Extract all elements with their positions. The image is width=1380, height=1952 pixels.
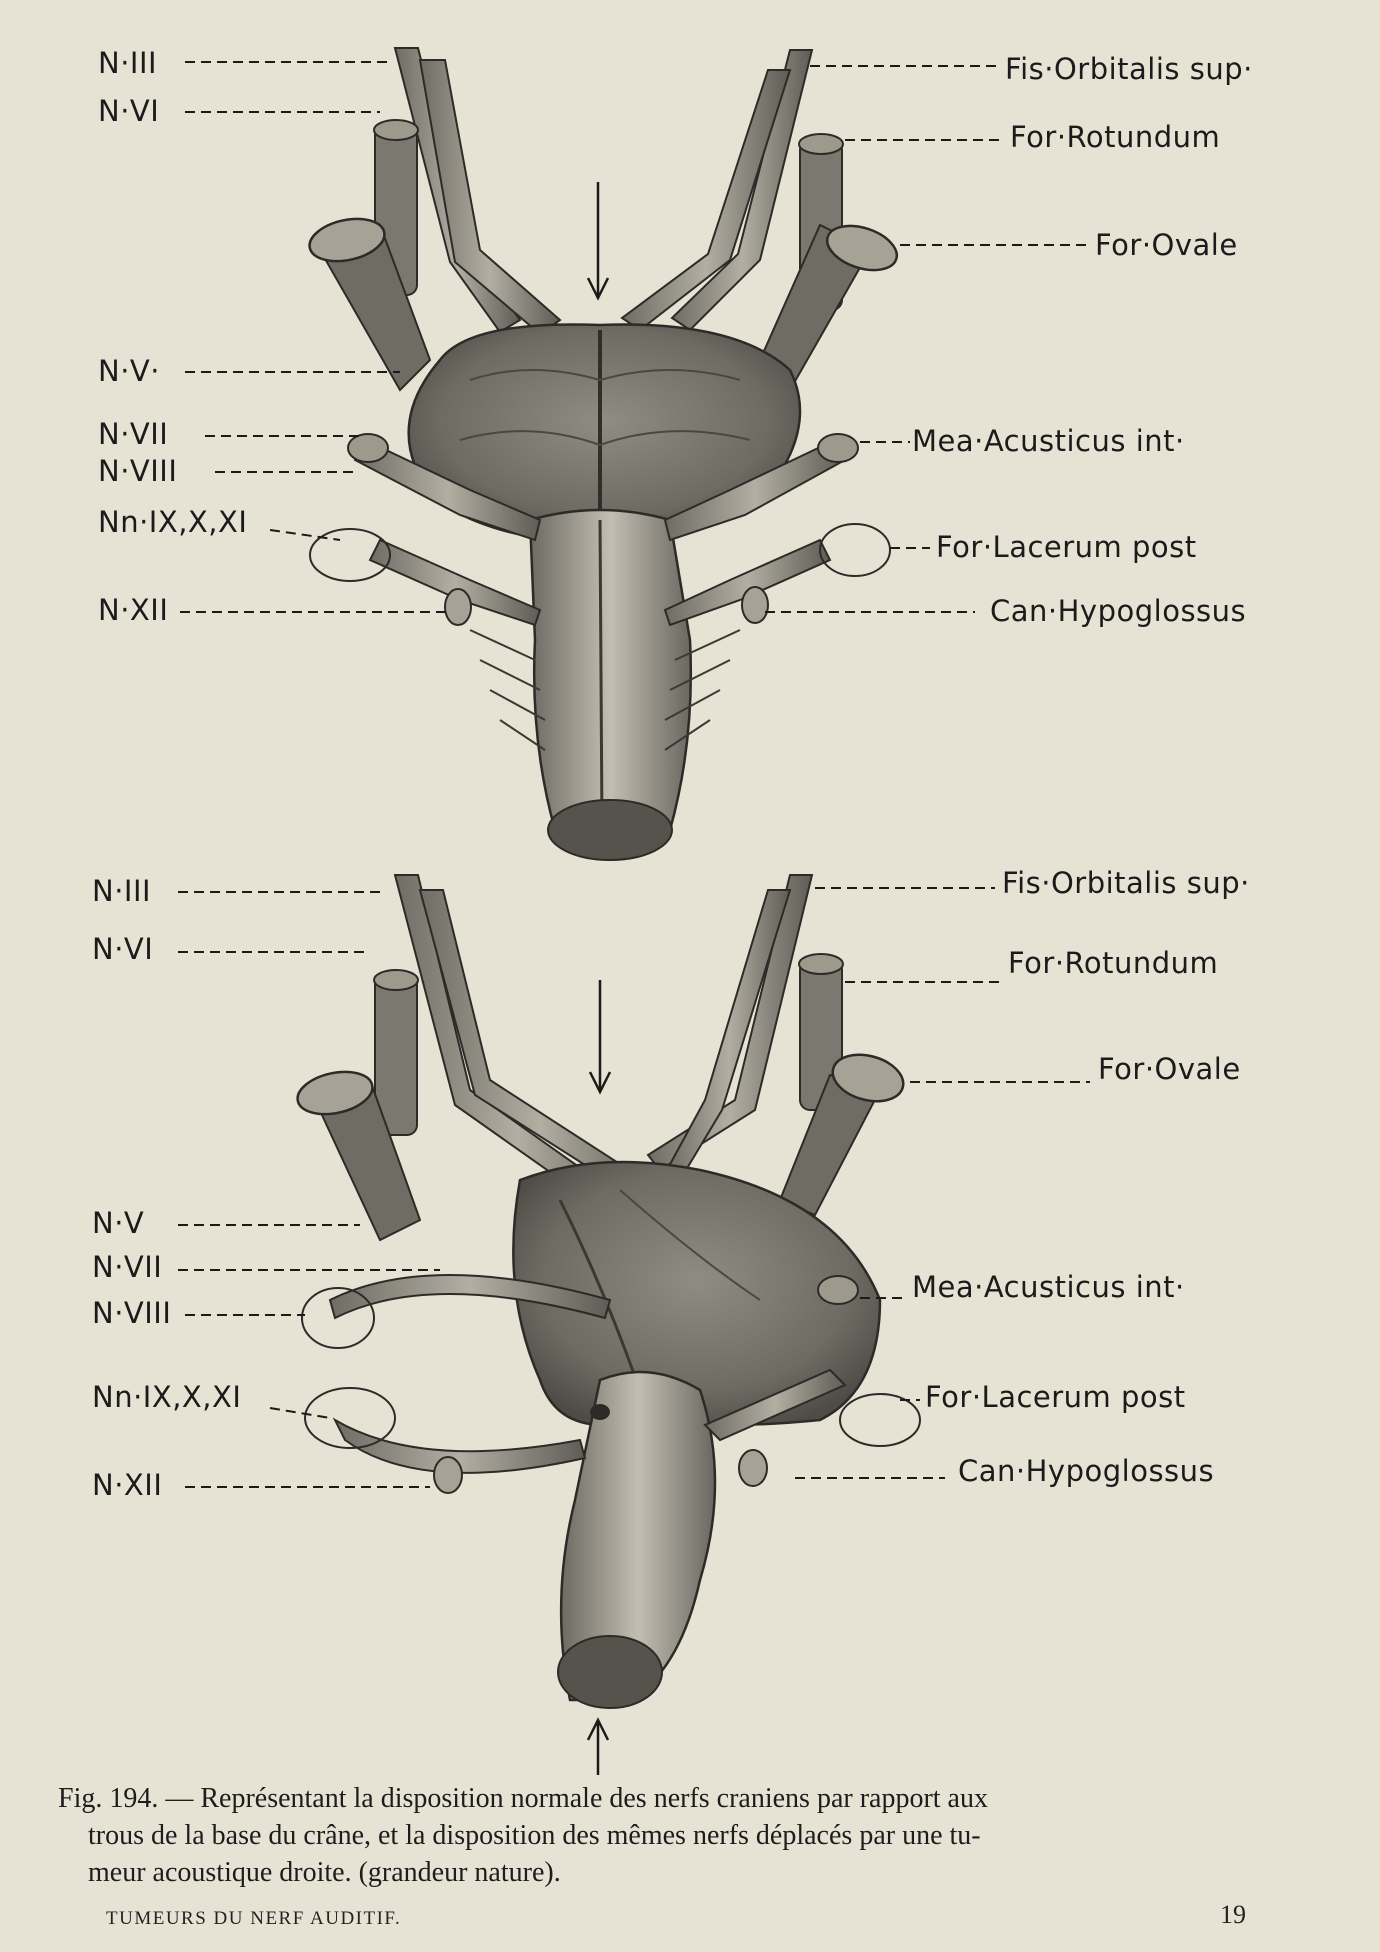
label-mea-acusticus-bottom: Mea·Acusticus int·: [912, 1270, 1185, 1304]
label-n-iii-top: N·III: [98, 46, 158, 80]
page-number: 19: [1220, 1900, 1246, 1929]
label-for-lacerum-top: For·Lacerum post: [936, 530, 1197, 564]
label-n-vi-top: N·VI: [98, 94, 160, 128]
label-can-hypoglossus-top: Can·Hypoglossus: [990, 594, 1247, 628]
brainstem-tumor-illustration: [178, 875, 1090, 1775]
label-fis-orbitalis-top: Fis·Orbitalis sup·: [1005, 52, 1253, 86]
label-n-vi-bottom: N·VI: [92, 932, 154, 966]
running-title: TUMEURS DU NERF AUDITIF.: [106, 1908, 402, 1929]
label-for-rotundum-top: For·Rotundum: [1010, 120, 1221, 154]
label-n-xii-top: N·XII: [98, 593, 169, 627]
label-fis-orbitalis-bottom: Fis·Orbitalis sup·: [1002, 866, 1250, 900]
label-for-lacerum-bottom: For·Lacerum post: [925, 1380, 1186, 1414]
figure-caption: [58, 1780, 1298, 1891]
label-for-rotundum-bottom: For·Rotundum: [1008, 946, 1219, 980]
label-n-viii-bottom: N·VIII: [92, 1296, 172, 1330]
label-n-v-top: N·V·: [98, 354, 160, 388]
label-n-iii-bottom: N·III: [92, 874, 152, 908]
label-nn-ix-x-xi-bottom: Nn·IX,X,XI: [92, 1380, 242, 1414]
label-n-v-bottom: N·V: [92, 1206, 145, 1240]
label-mea-acusticus-top: Mea·Acusticus int·: [912, 424, 1185, 458]
label-n-vii-top: N·VII: [98, 417, 169, 451]
caption-line-2: trous de la base du crâne, et la disposition des mêmes nerfs déplacés par une tu-: [88, 1820, 981, 1851]
label-nn-ix-x-xi-top: Nn·IX,X,XI: [98, 505, 248, 539]
label-for-ovale-bottom: For·Ovale: [1098, 1052, 1241, 1086]
label-n-vii-bottom: N·VII: [92, 1250, 163, 1284]
label-n-viii-top: N·VIII: [98, 454, 178, 488]
label-can-hypoglossus-bottom: Can·Hypoglossus: [958, 1454, 1215, 1488]
caption-line-3: meur acoustique droite. (grandeur nature).: [88, 1857, 561, 1888]
label-n-xii-bottom: N·XII: [92, 1468, 163, 1502]
label-for-ovale-top: For·Ovale: [1095, 228, 1238, 262]
caption-line-1: Fig. 194. — Représentant la disposition normale des nerfs craniens par rapport aux: [58, 1783, 988, 1814]
